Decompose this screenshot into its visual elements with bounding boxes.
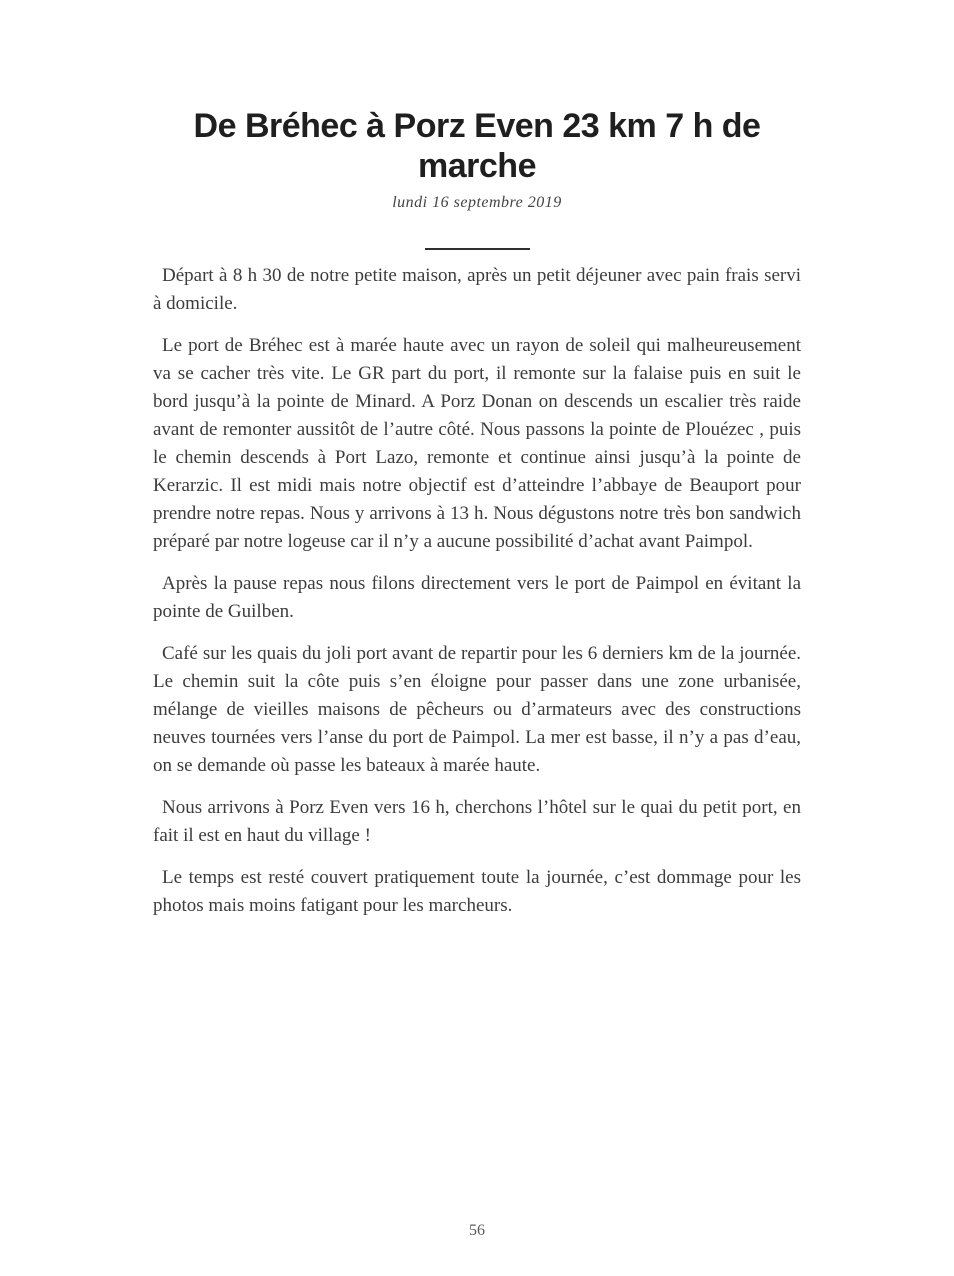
body-paragraph: Départ à 8 h 30 de notre petite maison, après un petit déjeuner avec pain frais servi à domicile.	[153, 265, 801, 314]
article-body	[153, 262, 801, 920]
date-line: lundi 16 septembre 2019	[392, 194, 562, 211]
body-paragraph: Après la pause repas nous filons directement vers le port de Paimpol en évitant la pointe de Guilben.	[153, 573, 801, 622]
section-divider	[425, 248, 530, 250]
document-header	[0, 0, 954, 250]
page-number: 56	[469, 1222, 485, 1239]
body-paragraph: Nous arrivons à Porz Even vers 16 h, cherchons l’hôtel sur le quai du petit port, en fait il est en haut du village !	[153, 797, 801, 846]
body-paragraph: Le temps est resté couvert pratiquement toute la journée, c’est dommage pour les photos mais moins fatigant pour les marcheurs.	[153, 867, 801, 916]
document-footer	[0, 1222, 954, 1240]
page-title: De Bréhec à Porz Even 23 km 7 h de marche	[193, 107, 761, 185]
body-paragraph: Café sur les quais du joli port avant de repartir pour les 6 derniers km de la journée. Le chemin suit la côte puis s’en éloigne pour passer dans une zone urbanisée, mélange de vieilles maisons de pêcheurs ou d’armateurs avec des constructions neuves tournées vers l’anse du port de Paimpol. La mer est basse, il n’y a pas d’eau, on se demande où passe les bateaux à marée haute.	[153, 643, 801, 776]
body-paragraph: Le port de Bréhec est à marée haute avec un rayon de soleil qui malheureusement va se cacher très vite. Le GR part du port, il remonte sur la falaise puis en suit le bord jusqu’à la pointe de Minard. A Porz Donan on descends un escalier très raide avant de remonter aussitôt de l’autre côté. Nous passons la pointe de Plouézec , puis le chemin descends à Port Lazo, remonte et continue ainsi jusqu’à la pointe de Kerarzic. Il est midi mais notre objectif est d’atteindre l’abbaye de Beauport pour prendre notre repas. Nous y arrivons à 13 h. Nous dégustons notre très bon sandwich préparé par notre logeuse car il n’y a aucune possibilité d’achat avant Paimpol.	[153, 335, 801, 552]
